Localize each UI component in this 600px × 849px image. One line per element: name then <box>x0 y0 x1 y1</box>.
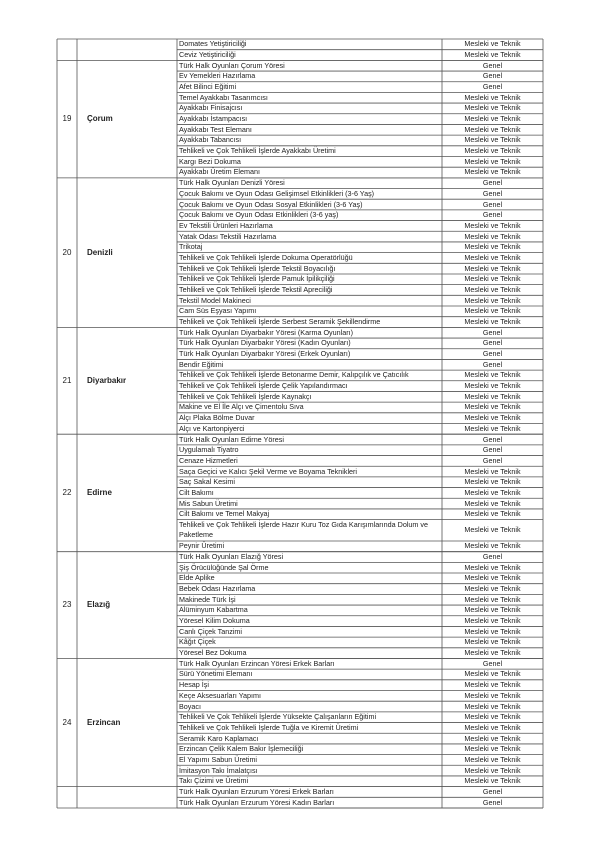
course-name: Domates Yetiştiriciliği <box>179 39 247 49</box>
course-type: Mesleki ve Teknik <box>464 754 521 764</box>
course-type: Genel <box>482 327 503 337</box>
course-name: Saç Sakal Kesimi <box>179 477 235 487</box>
course-name: Keçe Aksesuarları Yapımı <box>179 690 262 700</box>
course-name: Şiş Örücülüğünde Şal Örme <box>179 562 269 572</box>
course-name: Ayakkabı İstampacısı <box>179 114 248 124</box>
row-number <box>57 793 77 803</box>
province-name <box>87 46 175 56</box>
course-type: Genel <box>482 338 503 348</box>
course-type: Mesleki ve Teknik <box>464 242 521 252</box>
course-name: Canlı Çiçek Tanzimi <box>179 626 242 636</box>
course-type: Genel <box>482 178 503 188</box>
course-type: Mesleki ve Teknik <box>464 381 521 391</box>
course-name: Tehlikeli Ve Çok Tehlikeli İşlerde Yüksekte Çalışanların Eğitimi <box>179 712 377 722</box>
course-name: Boyacı <box>179 701 201 711</box>
row-number: 24 <box>62 718 72 727</box>
course-name: Türk Halk Oyunları Denizli Yöresi <box>179 178 285 188</box>
course-name: Temel Ayakkabı Tasarımcısı <box>179 92 268 102</box>
course-type: Genel <box>482 445 503 455</box>
course-name: Çocuk Bakımı ve Oyun Odası Gelişimsel Etkinlikleri (3-6 Yaş) <box>179 188 375 198</box>
course-type: Mesleki ve Teknik <box>464 402 521 412</box>
course-type: Genel <box>482 199 503 209</box>
course-name: Hesap İşi <box>179 680 209 690</box>
course-name: Tehlikeli ve Çok Tehlikeli İşlerde Ayakkabı Üretimi <box>179 146 336 156</box>
course-name: Peynir Üretimi <box>179 541 225 551</box>
course-name: Takı Çizimi ve Üretimi <box>179 776 249 786</box>
course-name: Makine ve El İle Alçı ve Çimentolu Sıva <box>179 402 304 412</box>
course-type: Genel <box>482 359 503 369</box>
course-type: Mesleki ve Teknik <box>464 680 521 690</box>
course-type: Mesleki ve Teknik <box>464 92 521 102</box>
course-name: Türk Halk Oyunları Elazığ Yöresi <box>179 551 284 561</box>
province-name: Diyarbakır <box>87 376 127 385</box>
course-type: Mesleki ve Teknik <box>464 284 521 294</box>
course-type: Genel <box>482 349 503 359</box>
course-type: Mesleki ve Teknik <box>464 541 521 551</box>
course-name: Yöresel Kilim Dokuma <box>179 616 250 626</box>
course-name: Türk Halk Oyunları Diyarbakır Yöresi (Karma Oyunları) <box>179 327 354 337</box>
course-name: Sürü Yönetimi Elemanı <box>179 669 253 679</box>
province-name: Çorum <box>87 115 113 124</box>
course-name: Ayakkabı Tabancısı <box>179 135 242 145</box>
course-name: Trikotaj <box>179 242 203 252</box>
province-name: Erzincan <box>87 718 121 727</box>
course-type: Mesleki ve Teknik <box>464 498 521 508</box>
course-type: Mesleki ve Teknik <box>464 220 521 230</box>
course-name-line: Tehlikeli ve Çok Tehlikeli İşlerde Hazır Kuru Toz Gıda Karışımlarında Dolum ve <box>179 519 428 529</box>
course-type: Mesleki ve Teknik <box>464 669 521 679</box>
course-type: Mesleki ve Teknik <box>464 39 521 49</box>
course-type: Mesleki ve Teknik <box>464 626 521 636</box>
course-name: Erzincan Çelik Kalem Bakır İşlemeciliği <box>179 744 304 754</box>
course-name: Yatak Odası Tekstili Hazırlama <box>179 231 277 241</box>
course-name: Cilt Bakımı <box>179 487 214 497</box>
course-name: Seramik Karo Kaplamacı <box>179 733 259 743</box>
course-type: Mesleki ve Teknik <box>464 124 521 134</box>
course-name: Saça Geçici ve Kalıcı Şekil Verme ve Boyama Teknikleri <box>179 466 358 476</box>
course-name: Tehlikeli ve Çok Tehlikeli İşlerde Tekstil Apreciliği <box>179 284 333 294</box>
row-number: 22 <box>62 488 72 497</box>
course-type: Mesleki ve Teknik <box>464 370 521 380</box>
course-name: Türk Halk Oyunları Edirne Yöresi <box>179 434 284 444</box>
course-name: Tehlikeli ve Çok Tehlikeli İşlerde Tuğla ve Kiremit Üretimi <box>179 722 359 732</box>
course-name: Tehlikeli ve Çok Tehlikeli İşlerde Betonarme Demir, Kalıpçılık ve Çatıcılık <box>179 370 409 380</box>
course-name: Türk Halk Oyunları Erzurum Yöresi Kadın Barları <box>179 797 335 807</box>
course-name: Cilt Bakımı ve Temel Makyaj <box>179 509 270 519</box>
course-name: Elde Aplike <box>179 573 215 583</box>
course-name: Ceviz Yetiştiriciliği <box>179 50 236 59</box>
course-type: Mesleki ve Teknik <box>464 295 521 305</box>
course-type: Mesleki ve Teknik <box>464 562 521 572</box>
course-type: Mesleki ve Teknik <box>464 648 521 658</box>
course-type: Genel <box>482 455 503 465</box>
course-type: Mesleki ve Teknik <box>464 466 521 476</box>
course-name: Ev Tekstili Ürünleri Hazırlama <box>179 220 273 230</box>
course-name: Afet Bilinci Eğitimi <box>179 82 237 92</box>
row-number: 21 <box>62 376 72 385</box>
course-name: Kargı Bezi Dokuma <box>179 156 241 166</box>
course-type: Mesleki ve Teknik <box>464 103 521 113</box>
province-name <box>87 793 175 803</box>
course-type: Mesleki ve Teknik <box>464 525 521 535</box>
course-type: Mesleki ve Teknik <box>464 744 521 754</box>
course-name: Tehlikeli ve Çok Tehlikeli İşlerde Serbest Seramik Şekillendirme <box>179 317 381 327</box>
course-name: Çocuk Bakımı ve Oyun Odası Sosyal Etkinlikleri (3-6 Yaş) <box>179 199 363 209</box>
course-name: Türk Halk Oyunları Erzincan Yöresi Erkek Barları <box>179 658 335 668</box>
course-type: Genel <box>482 551 503 561</box>
course-name: Tehlikeli ve Çok Tehlikeli İşlerde Çelik Yapılandırmacı <box>179 381 348 391</box>
course-type: Mesleki ve Teknik <box>464 584 521 594</box>
course-type: Mesleki ve Teknik <box>464 509 521 519</box>
course-type: Mesleki ve Teknik <box>464 573 521 583</box>
course-name: Bendir Eğitimi <box>179 359 224 369</box>
course-type: Mesleki ve Teknik <box>464 605 521 615</box>
course-name: Kâğıt Çiçek <box>179 637 216 647</box>
course-type: Mesleki ve Teknik <box>464 135 521 145</box>
course-name: Alçı ve Kartonpiyerci <box>179 423 245 433</box>
course-name: Ayakkabı Test Elemanı <box>179 124 252 134</box>
course-type: Mesleki ve Teknik <box>464 712 521 722</box>
course-name: Cenaze Hizmetleri <box>179 455 238 465</box>
course-type: Genel <box>482 71 503 81</box>
course-name: Uygulamalı Tiyatro <box>179 445 239 455</box>
course-name: Alüminyum Kabartma <box>179 605 248 615</box>
course-type: Genel <box>482 82 503 92</box>
course-type: Mesleki ve Teknik <box>464 765 521 775</box>
course-type: Mesleki ve Teknik <box>464 317 521 327</box>
course-name: Bebek Odası Hazırlama <box>179 584 256 594</box>
course-name: Ev Yemekleri Hazırlama <box>179 71 256 81</box>
course-type: Mesleki ve Teknik <box>464 423 521 433</box>
course-name: Türk Halk Oyunları Diyarbakır Yöresi (Kadın Oyunları) <box>179 338 351 348</box>
course-type: Mesleki ve Teknik <box>464 477 521 487</box>
course-name: İmitasyon Takı İmalatçısı <box>179 765 258 775</box>
course-type: Mesleki ve Teknik <box>464 701 521 711</box>
course-name: Makinede Türk İşi <box>179 594 236 604</box>
course-type: Mesleki ve Teknik <box>464 413 521 423</box>
course-name-line: Paketleme <box>179 530 213 540</box>
course-type: Mesleki ve Teknik <box>464 690 521 700</box>
course-type: Mesleki ve Teknik <box>464 156 521 166</box>
province-name: Elazığ <box>87 601 111 610</box>
course-name: Tehlikeli ve Çok Tehlikeli İşlerde Dokuma Operatörlüğü <box>179 252 353 262</box>
course-type: Mesleki ve Teknik <box>464 616 521 626</box>
course-type: Mesleki ve Teknik <box>464 252 521 262</box>
row-number: 20 <box>62 248 72 257</box>
course-name: Alçı Plaka Bölme Duvar <box>179 413 255 423</box>
course-name: El Yapımı Sabun Üretimi <box>179 754 258 764</box>
course-type: Genel <box>482 797 503 807</box>
course-name: Türk Halk Oyunları Diyarbakır Yöresi (Erkek Oyunları) <box>179 349 351 359</box>
course-name: Tekstil Model Makineci <box>179 295 251 305</box>
course-type: Genel <box>482 434 503 444</box>
row-number: 23 <box>62 601 72 610</box>
province-name: Denizli <box>87 248 113 257</box>
course-type: Mesleki ve Teknik <box>464 722 521 732</box>
row-number <box>57 46 77 56</box>
course-type: Genel <box>482 658 503 668</box>
course-name: Ayakkabı Finisajcısı <box>179 103 243 113</box>
course-name: Tehlikeli ve Çok Tehlikeli İşlerde Pamuk İpilikçiliği <box>179 274 335 284</box>
course-name: Tehlikeli ve Çok Tehlikeli İşlerde Tekstil Boyacılığı <box>179 263 336 273</box>
course-name: Çocuk Bakımı ve Oyun Odası Etkinlikleri (3-6 yaş) <box>179 210 339 220</box>
course-type: Mesleki ve Teknik <box>464 274 521 284</box>
course-type: Genel <box>482 60 503 70</box>
province-name: Edirne <box>87 488 112 497</box>
course-type: Genel <box>482 188 503 198</box>
course-name: Türk Halk Oyunları Çorum Yöresi <box>179 60 285 70</box>
course-type: Mesleki ve Teknik <box>464 306 521 316</box>
course-type: Mesleki ve Teknik <box>464 263 521 273</box>
course-name: Yöresel Bez Dokuma <box>179 648 247 658</box>
course-name: Tehlikeli ve Çok Tehlikeli İşlerde Kaynakçı <box>179 391 312 401</box>
course-type: Mesleki ve Teknik <box>464 391 521 401</box>
course-type: Mesleki ve Teknik <box>464 114 521 124</box>
course-name: Türk Halk Oyunları Erzurum Yöresi Erkek Barları <box>179 786 334 796</box>
course-type: Mesleki ve Teknik <box>464 733 521 743</box>
course-name: Mis Sabun Üretimi <box>179 498 238 508</box>
row-number: 19 <box>62 115 72 124</box>
course-type: Mesleki ve Teknik <box>464 776 521 786</box>
course-type: Mesleki ve Teknik <box>464 167 521 177</box>
course-type: Mesleki ve Teknik <box>464 50 521 59</box>
course-type: Mesleki ve Teknik <box>464 594 521 604</box>
course-type: Genel <box>482 786 503 796</box>
course-name: Ayakkabı Üretim Elemanı <box>179 167 260 177</box>
course-type: Mesleki ve Teknik <box>464 231 521 241</box>
course-type: Genel <box>482 210 503 220</box>
course-type: Mesleki ve Teknik <box>464 487 521 497</box>
course-name: Cam Süs Eşyası Yapımı <box>179 306 257 316</box>
course-type: Mesleki ve Teknik <box>464 146 521 156</box>
course-type: Mesleki ve Teknik <box>464 637 521 647</box>
